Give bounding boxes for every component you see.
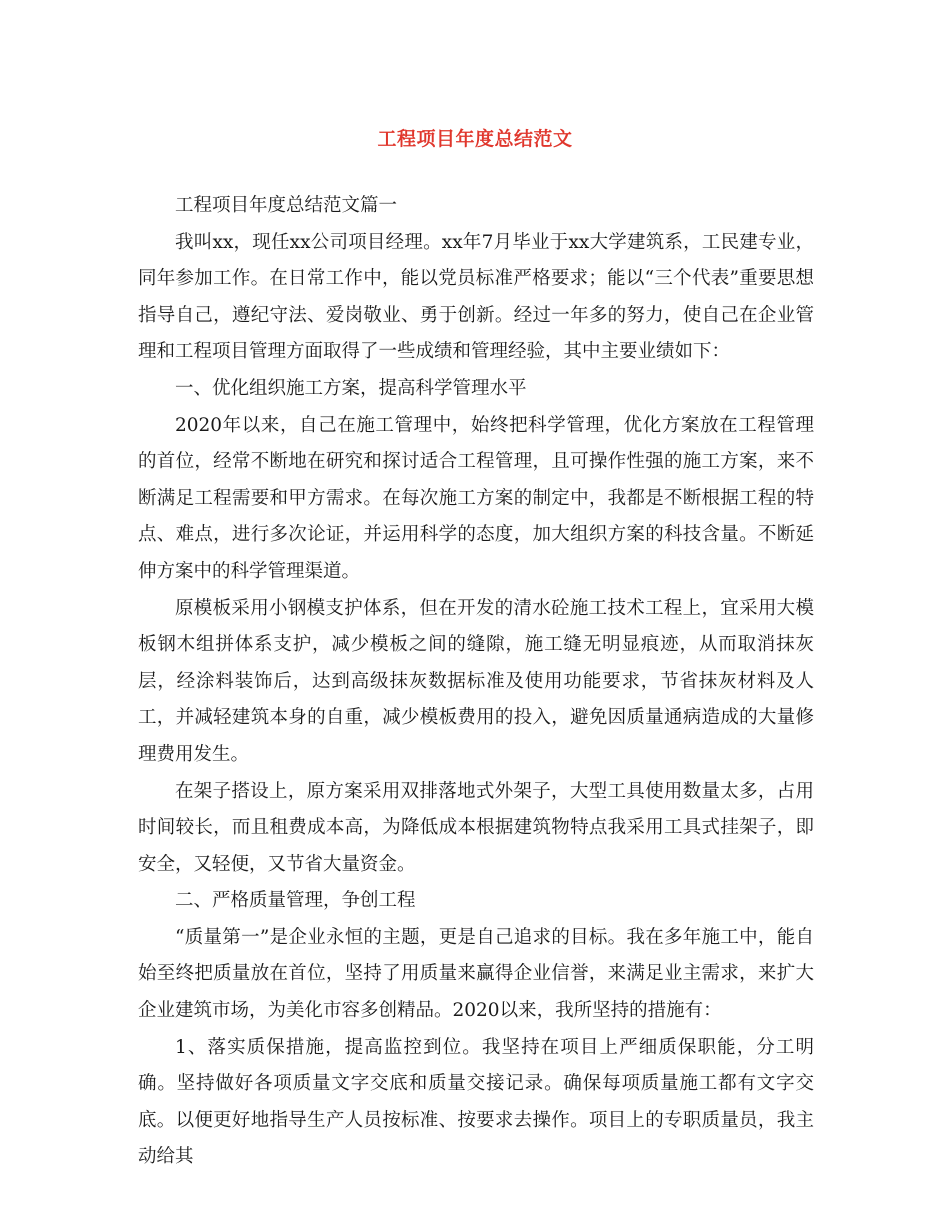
paragraph: 2020年以来，自己在施工管理中，始终把科学管理，优化方案放在工程管理的首位，经常不断地在研究和探讨适合工程管理，且可操作性强的施工方案，来不断满足工程需要和甲方需求。在每次施工方案的制定中，我都是不断根据工程的特点、难点，进行多次论证，并运用科学的态度，加大组织方案的科技含量。不断延伸方案中的科学管理渠道。 — [138, 414, 814, 582]
paragraph: 我叫xx，现任xx公司项目经理。xx年7月毕业于xx大学建筑系，工民建专业，同年参加工作。在日常工作中，能以党员标准严格要求；能以“三个代表”重要思想指导自己，遵纪守法、爱岗敬业、勇于创新。经过一年多的努力，使自己在企业管理和工程项目管理方面取得了一些成绩和管理经验，其中主要业绩如下： — [138, 231, 814, 363]
document-body — [138, 188, 814, 1176]
paragraph: 原模板采用小钢模支护体系，但在开发的清水砼施工技术工程上，宜采用大模板钢木组拼体系支护，减少模板之间的缝隙，施工缝无明显痕迹，从而取消抹灰层，经涂料装饰后，达到高级抹灰数据标准及使用功能要求，节省抹灰材料及人工，并减轻建筑本身的自重，减少模板费用的投入，避免因质量通病造成的大量修理费用发生。 — [138, 597, 814, 765]
paragraph: 1、落实质保措施，提高监控到位。我坚持在项目上严细质保职能，分工明确。坚持做好各项质量文字交底和质量交接记录。确保每项质量施工都有文字交底。以便更好地指导生产人员按标准、按要求去操作。项目上的专职质量员，我主动给其 — [138, 1036, 814, 1168]
paragraph: 在架子搭设上，原方案采用双排落地式外架子，大型工具使用数量太多，占用时间较长，而且租费成本高，为降低成本根据建筑物特点我采用工具式挂架子，即安全，又轻便，又节省大量资金。 — [138, 780, 814, 875]
document-title: 工程项目年度总结范文 — [377, 128, 573, 150]
subsection-heading: 一、优化组织施工方案，提高科学管理水平 — [175, 377, 527, 399]
paragraph: “质量第一”是企业永恒的主题，更是自己追求的目标。我在多年施工中，能自始至终把质量放在首位，坚持了用质量来赢得企业信誉，来满足业主需求，来扩大企业建筑市场，为美化市容多创精品。2020以来，我所坚持的措施有： — [138, 926, 814, 1022]
subsection-heading: 二、严格质量管理，争创工程 — [175, 890, 416, 912]
section-heading: 工程项目年度总结范文篇一 — [175, 195, 398, 216]
